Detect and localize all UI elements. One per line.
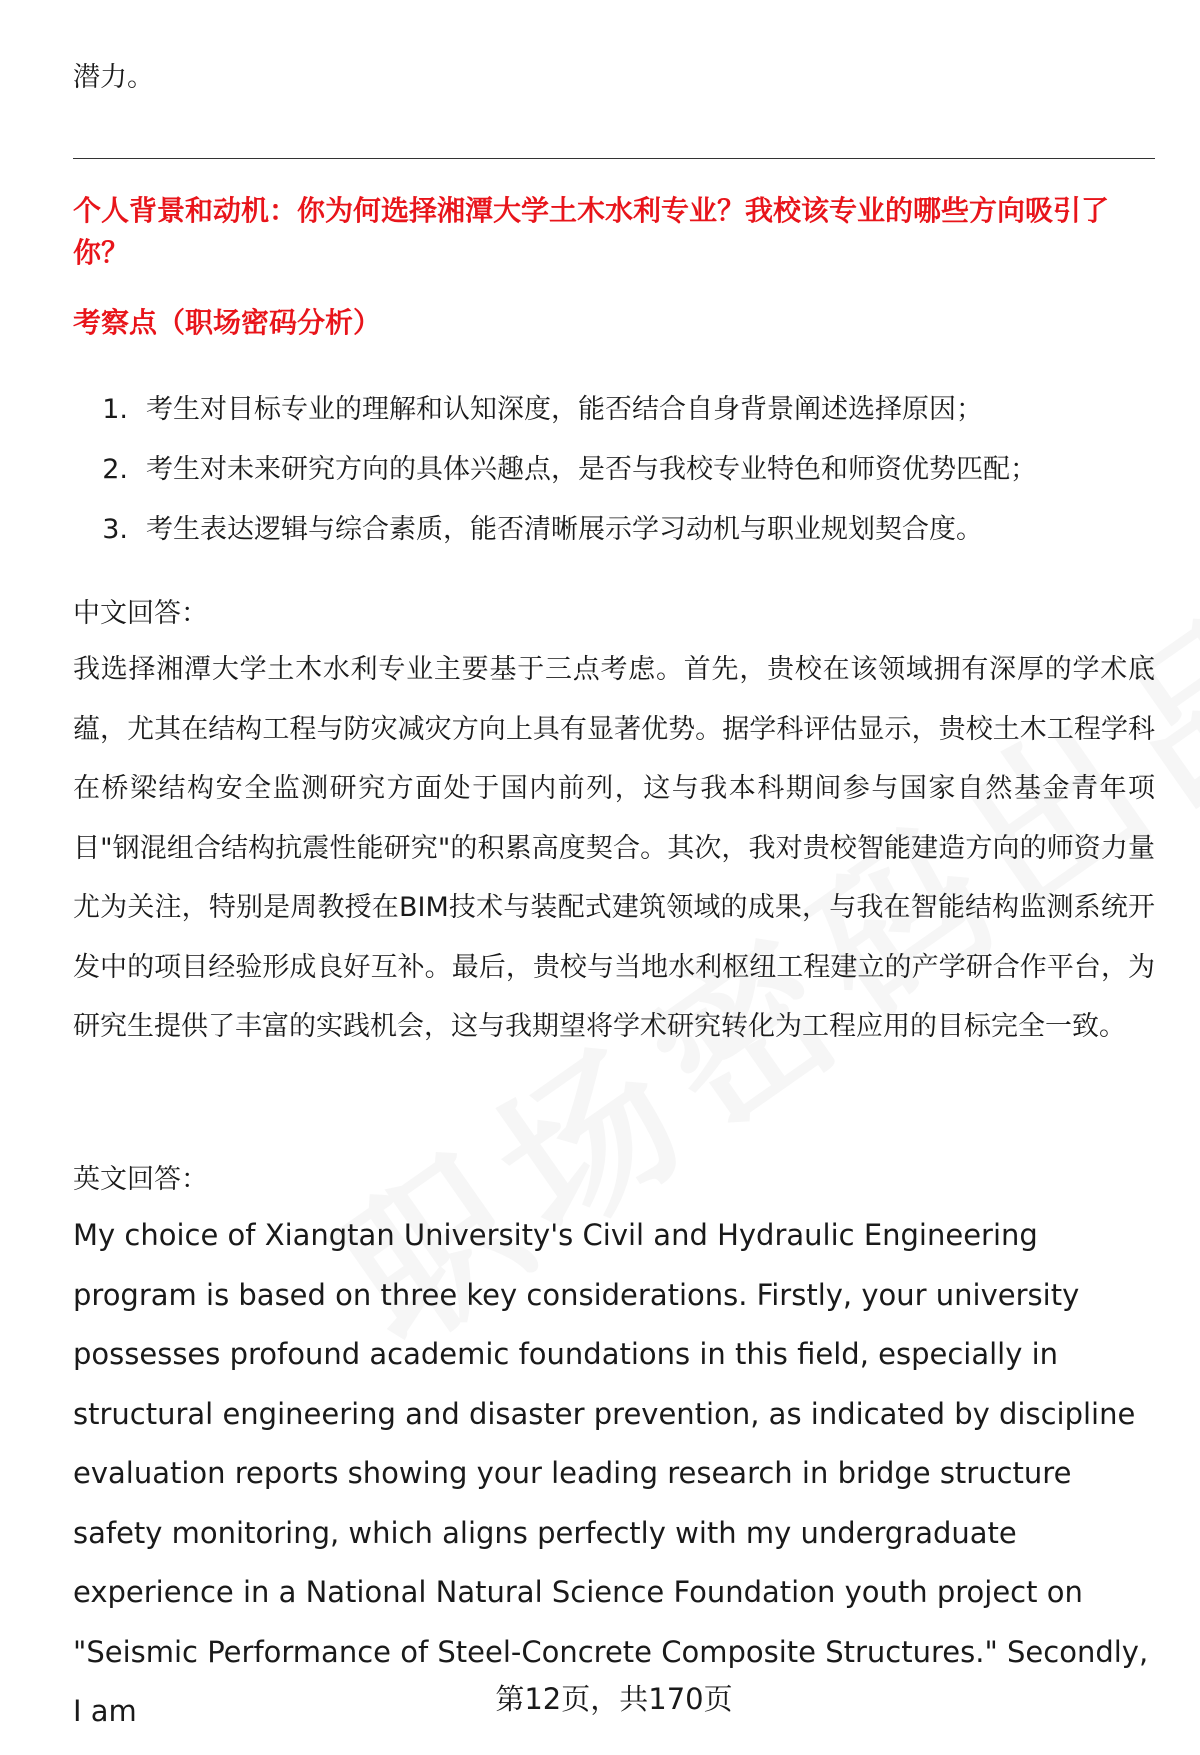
english-answer-label: 英文回答： (73, 1164, 208, 1195)
section-divider (73, 158, 1155, 159)
list-item (73, 380, 1155, 440)
list-number: 3. (102, 514, 128, 545)
continuation-text: 潜力。 (73, 62, 154, 93)
chinese-answer-label: 中文回答： (73, 598, 208, 629)
page-number-footer: 第12页，共170页 (495, 1682, 733, 1716)
section-title: 考察点（职场密码分析） (73, 306, 382, 339)
english-answer-text: My choice of Xiangtan University's Civil and Hydraulic Engineering program is based on three key considerations. Firstly, your university possesses profound academic foundations in this field, especially in structural engineering and disaster prevention, as indicated by discipline evaluation reports showing your leading research in bridge structure safety monitoring, which aligns perfectly with my undergraduate experience in a National Natural Science Foundation youth project on "Seismic Performance of Steel-Concrete Composite Structures." Secondly, I am (73, 1218, 1149, 1728)
list-number: 1. (102, 394, 128, 425)
list-number: 2. (102, 454, 128, 485)
evaluation-points-list (73, 380, 1155, 560)
list-item-text: 考生对未来研究方向的具体兴趣点，是否与我校专业特色和师资优势匹配； (146, 454, 1037, 485)
list-item (73, 500, 1155, 560)
document-page (73, 0, 1155, 1755)
list-item (73, 440, 1155, 500)
list-item-text: 考生表达逻辑与综合素质，能否清晰展示学习动机与职业规划契合度。 (146, 514, 983, 545)
list-item-text: 考生对目标专业的理解和认知深度，能否结合自身背景阐述选择原因； (146, 394, 983, 425)
chinese-answer-text: 我选择湘潭大学土木水利专业主要基于三点考虑。首先，贵校在该领域拥有深厚的学术底蕴，尤其在结构工程与防灾减灾方向上具有显著优势。据学科评估显示，贵校土木工程学科在桥梁结构安全监测研究方面处于国内前列，这与我本科期间参与国家自然基金青年项目"钢混组合结构抗震性能研究"的积累高度契合。其次，我对贵校智能建造方向的师资力量尤为关注，特别是周教授在BIM技术与装配式建筑领域的成果，与我在智能结构监测系统开发中的项目经验形成良好互补。最后，贵校与当地水利枢纽工程建立的产学研合作平台，为研究生提供了丰富的实践机会，这与我期望将学术研究转化为工程应用的目标完全一致。 (73, 654, 1155, 1042)
question-heading: 个人背景和动机：你为何选择湘潭大学土木水利专业？我校该专业的哪些方向吸引了你？ (73, 194, 1110, 269)
